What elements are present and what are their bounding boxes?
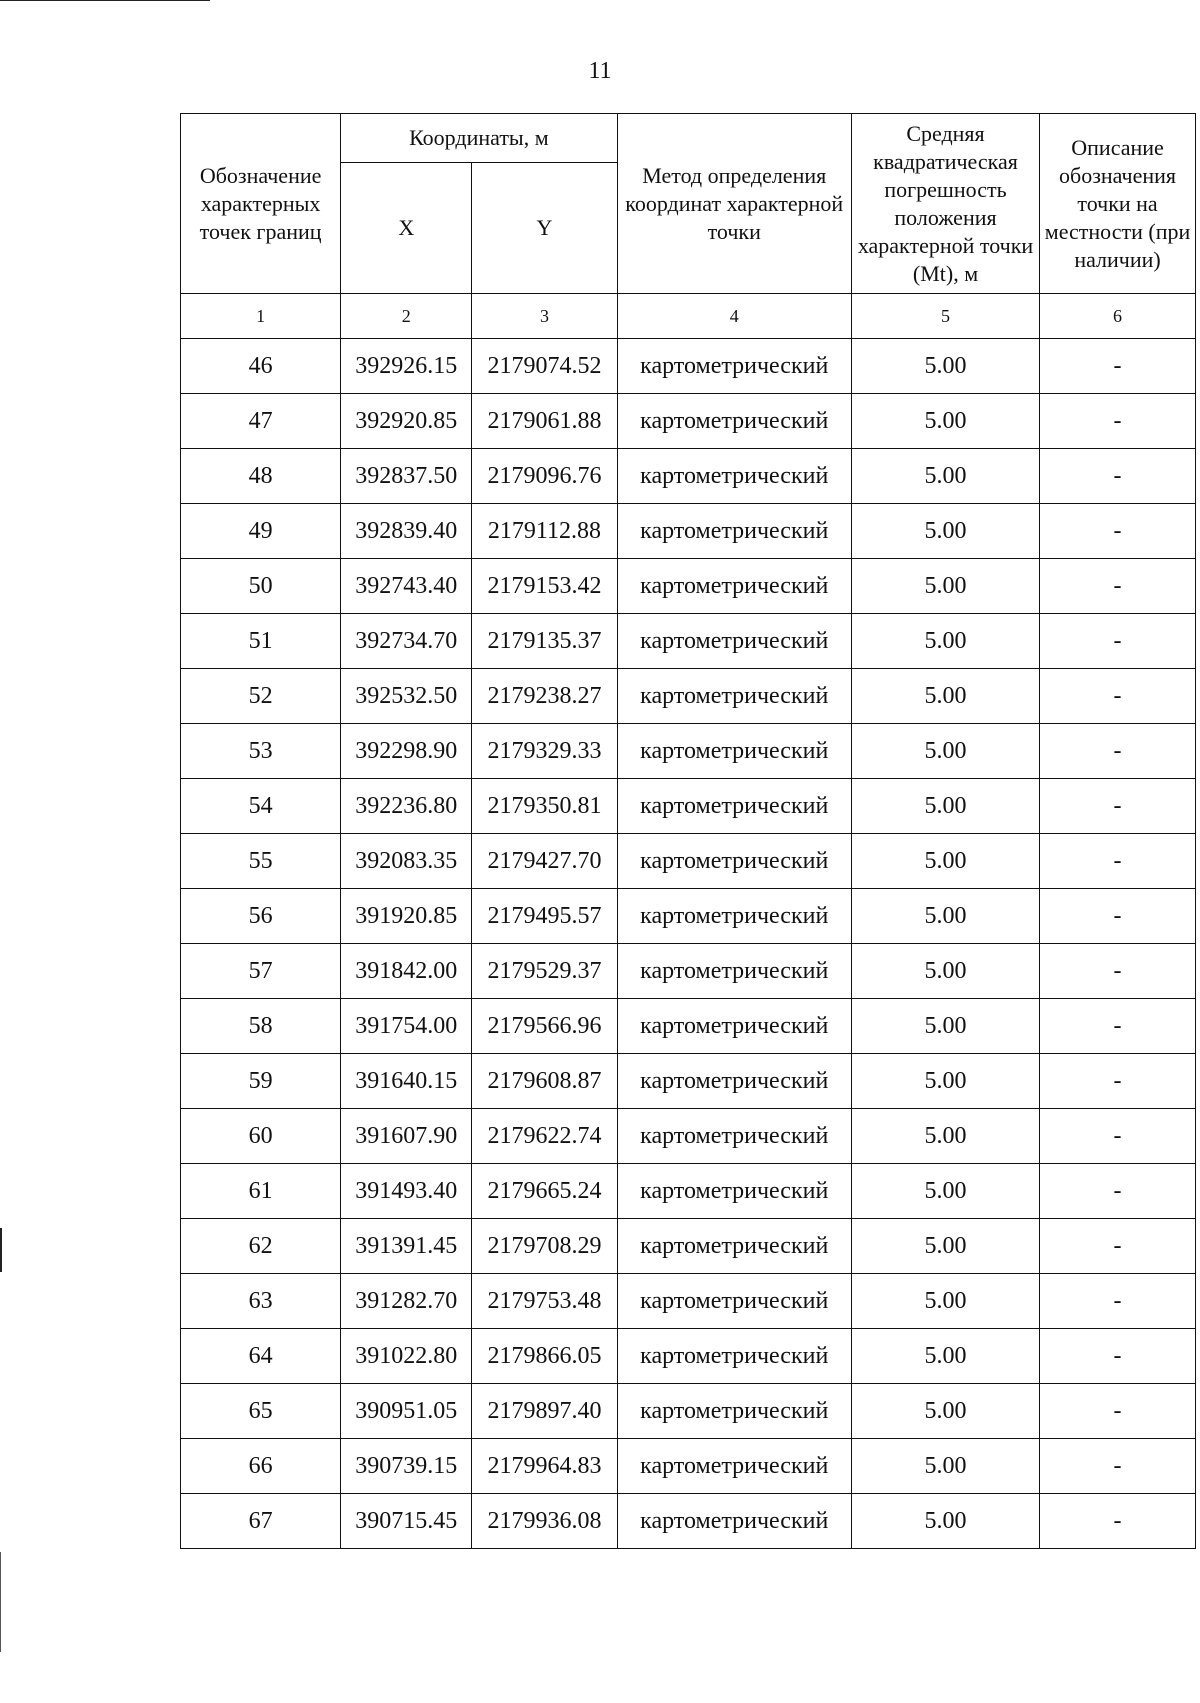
column-number-cell: 6 xyxy=(1040,294,1196,339)
y-coordinate-cell: 2179238.27 xyxy=(472,669,617,724)
x-coordinate-cell: 390739.15 xyxy=(341,1439,472,1494)
description-cell: - xyxy=(1040,449,1196,504)
description-cell: - xyxy=(1040,944,1196,999)
x-coordinate-cell: 391842.00 xyxy=(341,944,472,999)
scan-edge-line-top xyxy=(0,0,210,1)
table-row xyxy=(181,1109,1196,1164)
x-coordinate-cell: 392532.50 xyxy=(341,669,472,724)
x-coordinate-cell: 392920.85 xyxy=(341,394,472,449)
y-coordinate-cell: 2179495.57 xyxy=(472,889,617,944)
table-row xyxy=(181,1219,1196,1274)
description-cell: - xyxy=(1040,1439,1196,1494)
description-cell: - xyxy=(1040,1329,1196,1384)
table-body xyxy=(181,294,1196,1549)
table-row xyxy=(181,1164,1196,1219)
method-cell: картометрический xyxy=(617,944,851,999)
method-cell: картометрический xyxy=(617,559,851,614)
table-row xyxy=(181,669,1196,724)
header-coordinates: Координаты, м xyxy=(341,114,617,163)
description-cell: - xyxy=(1040,724,1196,779)
description-cell: - xyxy=(1040,779,1196,834)
y-coordinate-cell: 2179753.48 xyxy=(472,1274,617,1329)
method-cell: картометрический xyxy=(617,834,851,889)
y-coordinate-cell: 2179665.24 xyxy=(472,1164,617,1219)
x-coordinate-cell: 392236.80 xyxy=(341,779,472,834)
point-cell: 54 xyxy=(181,779,341,834)
point-cell: 56 xyxy=(181,889,341,944)
error-cell: 5.00 xyxy=(851,1494,1039,1549)
header-description: Описание обозначения точки на местности (при наличии) xyxy=(1040,114,1196,294)
table-row xyxy=(181,394,1196,449)
header-method: Метод определения координат характерной точки xyxy=(617,114,851,294)
column-number-cell: 4 xyxy=(617,294,851,339)
error-cell: 5.00 xyxy=(851,724,1039,779)
header-x: X xyxy=(341,163,472,294)
point-cell: 64 xyxy=(181,1329,341,1384)
x-coordinate-cell: 392734.70 xyxy=(341,614,472,669)
point-cell: 61 xyxy=(181,1164,341,1219)
table-row xyxy=(181,559,1196,614)
error-cell: 5.00 xyxy=(851,504,1039,559)
error-cell: 5.00 xyxy=(851,1054,1039,1109)
point-cell: 57 xyxy=(181,944,341,999)
point-cell: 51 xyxy=(181,614,341,669)
header-error: Средняя квадратическая погрешность положения характерной точки (Mt), м xyxy=(851,114,1039,294)
description-cell: - xyxy=(1040,834,1196,889)
y-coordinate-cell: 2179074.52 xyxy=(472,339,617,394)
method-cell: картометрический xyxy=(617,1164,851,1219)
error-cell: 5.00 xyxy=(851,999,1039,1054)
x-coordinate-cell: 390951.05 xyxy=(341,1384,472,1439)
header-y: Y xyxy=(472,163,617,294)
header-point: Обозначение характерных точек границ xyxy=(181,114,341,294)
x-coordinate-cell: 391282.70 xyxy=(341,1274,472,1329)
point-cell: 59 xyxy=(181,1054,341,1109)
y-coordinate-cell: 2179897.40 xyxy=(472,1384,617,1439)
y-coordinate-cell: 2179964.83 xyxy=(472,1439,617,1494)
point-cell: 52 xyxy=(181,669,341,724)
column-number-row xyxy=(181,294,1196,339)
description-cell: - xyxy=(1040,1164,1196,1219)
table-row xyxy=(181,1494,1196,1549)
error-cell: 5.00 xyxy=(851,1219,1039,1274)
x-coordinate-cell: 391493.40 xyxy=(341,1164,472,1219)
error-cell: 5.00 xyxy=(851,1329,1039,1384)
method-cell: картометрический xyxy=(617,1494,851,1549)
method-cell: картометрический xyxy=(617,614,851,669)
table-row xyxy=(181,1439,1196,1494)
column-number-cell: 2 xyxy=(341,294,472,339)
y-coordinate-cell: 2179708.29 xyxy=(472,1219,617,1274)
y-coordinate-cell: 2179135.37 xyxy=(472,614,617,669)
method-cell: картометрический xyxy=(617,724,851,779)
description-cell: - xyxy=(1040,1274,1196,1329)
scan-edge-line-left xyxy=(0,1228,2,1272)
method-cell: картометрический xyxy=(617,889,851,944)
point-cell: 67 xyxy=(181,1494,341,1549)
table-row xyxy=(181,1384,1196,1439)
x-coordinate-cell: 392083.35 xyxy=(341,834,472,889)
method-cell: картометрический xyxy=(617,999,851,1054)
x-coordinate-cell: 392926.15 xyxy=(341,339,472,394)
method-cell: картометрический xyxy=(617,1054,851,1109)
method-cell: картометрический xyxy=(617,504,851,559)
table-row xyxy=(181,339,1196,394)
table-row xyxy=(181,724,1196,779)
y-coordinate-cell: 2179112.88 xyxy=(472,504,617,559)
y-coordinate-cell: 2179061.88 xyxy=(472,394,617,449)
column-number-cell: 3 xyxy=(472,294,617,339)
table-row xyxy=(181,504,1196,559)
error-cell: 5.00 xyxy=(851,779,1039,834)
error-cell: 5.00 xyxy=(851,449,1039,504)
error-cell: 5.00 xyxy=(851,614,1039,669)
table-row xyxy=(181,1274,1196,1329)
point-cell: 58 xyxy=(181,999,341,1054)
error-cell: 5.00 xyxy=(851,339,1039,394)
table-row xyxy=(181,449,1196,504)
method-cell: картометрический xyxy=(617,449,851,504)
x-coordinate-cell: 391391.45 xyxy=(341,1219,472,1274)
error-cell: 5.00 xyxy=(851,1164,1039,1219)
error-cell: 5.00 xyxy=(851,1274,1039,1329)
x-coordinate-cell: 391920.85 xyxy=(341,889,472,944)
point-cell: 53 xyxy=(181,724,341,779)
point-cell: 46 xyxy=(181,339,341,394)
y-coordinate-cell: 2179427.70 xyxy=(472,834,617,889)
scan-edge-line-left-lower xyxy=(0,1552,1,1652)
error-cell: 5.00 xyxy=(851,1439,1039,1494)
method-cell: картометрический xyxy=(617,1109,851,1164)
point-cell: 66 xyxy=(181,1439,341,1494)
y-coordinate-cell: 2179936.08 xyxy=(472,1494,617,1549)
error-cell: 5.00 xyxy=(851,669,1039,724)
table-row xyxy=(181,614,1196,669)
point-cell: 63 xyxy=(181,1274,341,1329)
x-coordinate-cell: 392298.90 xyxy=(341,724,472,779)
x-coordinate-cell: 392837.50 xyxy=(341,449,472,504)
error-cell: 5.00 xyxy=(851,1109,1039,1164)
method-cell: картометрический xyxy=(617,1219,851,1274)
point-cell: 55 xyxy=(181,834,341,889)
y-coordinate-cell: 2179622.74 xyxy=(472,1109,617,1164)
error-cell: 5.00 xyxy=(851,834,1039,889)
description-cell: - xyxy=(1040,669,1196,724)
y-coordinate-cell: 2179153.42 xyxy=(472,559,617,614)
error-cell: 5.00 xyxy=(851,559,1039,614)
x-coordinate-cell: 390715.45 xyxy=(341,1494,472,1549)
method-cell: картометрический xyxy=(617,669,851,724)
description-cell: - xyxy=(1040,1384,1196,1439)
y-coordinate-cell: 2179866.05 xyxy=(472,1329,617,1384)
error-cell: 5.00 xyxy=(851,394,1039,449)
method-cell: картометрический xyxy=(617,1384,851,1439)
description-cell: - xyxy=(1040,559,1196,614)
y-coordinate-cell: 2179096.76 xyxy=(472,449,617,504)
y-coordinate-cell: 2179566.96 xyxy=(472,999,617,1054)
table-row xyxy=(181,944,1196,999)
page-number: 11 xyxy=(588,58,612,84)
description-cell: - xyxy=(1040,339,1196,394)
table-row xyxy=(181,779,1196,834)
y-coordinate-cell: 2179350.81 xyxy=(472,779,617,834)
method-cell: картометрический xyxy=(617,779,851,834)
table-row xyxy=(181,889,1196,944)
x-coordinate-cell: 392743.40 xyxy=(341,559,472,614)
x-coordinate-cell: 392839.40 xyxy=(341,504,472,559)
point-cell: 48 xyxy=(181,449,341,504)
table-row xyxy=(181,999,1196,1054)
table-row xyxy=(181,1054,1196,1109)
method-cell: картометрический xyxy=(617,339,851,394)
y-coordinate-cell: 2179608.87 xyxy=(472,1054,617,1109)
y-coordinate-cell: 2179329.33 xyxy=(472,724,617,779)
y-coordinate-cell: 2179529.37 xyxy=(472,944,617,999)
error-cell: 5.00 xyxy=(851,889,1039,944)
description-cell: - xyxy=(1040,394,1196,449)
point-cell: 65 xyxy=(181,1384,341,1439)
point-cell: 49 xyxy=(181,504,341,559)
description-cell: - xyxy=(1040,1109,1196,1164)
point-cell: 50 xyxy=(181,559,341,614)
description-cell: - xyxy=(1040,614,1196,669)
method-cell: картометрический xyxy=(617,1274,851,1329)
x-coordinate-cell: 391640.15 xyxy=(341,1054,472,1109)
table-row xyxy=(181,1329,1196,1384)
point-cell: 62 xyxy=(181,1219,341,1274)
description-cell: - xyxy=(1040,999,1196,1054)
method-cell: картометрический xyxy=(617,1329,851,1384)
description-cell: - xyxy=(1040,504,1196,559)
x-coordinate-cell: 391022.80 xyxy=(341,1329,472,1384)
method-cell: картометрический xyxy=(617,1439,851,1494)
x-coordinate-cell: 391754.00 xyxy=(341,999,472,1054)
column-number-cell: 1 xyxy=(181,294,341,339)
coordinates-table xyxy=(180,113,1196,1549)
error-cell: 5.00 xyxy=(851,944,1039,999)
description-cell: - xyxy=(1040,1054,1196,1109)
table-row xyxy=(181,834,1196,889)
point-cell: 47 xyxy=(181,394,341,449)
point-cell: 60 xyxy=(181,1109,341,1164)
description-cell: - xyxy=(1040,1494,1196,1549)
method-cell: картометрический xyxy=(617,394,851,449)
description-cell: - xyxy=(1040,889,1196,944)
error-cell: 5.00 xyxy=(851,1384,1039,1439)
column-number-cell: 5 xyxy=(851,294,1039,339)
description-cell: - xyxy=(1040,1219,1196,1274)
x-coordinate-cell: 391607.90 xyxy=(341,1109,472,1164)
